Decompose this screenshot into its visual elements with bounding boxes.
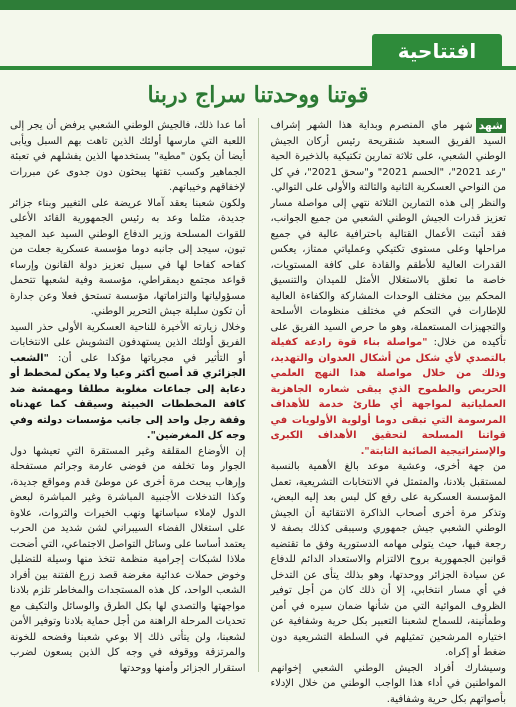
paragraph: أما عدا ذلك، فالجيش الوطني الشعبي يرفض أن يجر إلى اللعبة التي مارسها أولئك الذين تاهت بهم السبل ويأبى أيضا أن يكون "مطية" يستخدمها الذين يفشلهم في تعبئة الجماهير وكسب ثقتها يبحثون دون جدوى عن مبررات لإخفاقهم وخيباتهم. (10, 118, 246, 196)
paragraph: إن الأوضاع المقلقة وغير المستقرة التي تعيشها دول الجوار وما تخلفه من فوضى عارمة وجرائم مستفحلة وإرهاب يبحث مرة أخرى عن موطئ قدم ومواقع جديدة، وكذا التدخلات الأجنبية المباشرة وغير المباشرة لبعض الدول لإملاء سياساتها ونهب الخيرات والثروات، علاوة على استغلال الفضاء السيبراني لشن شديد من الحرب يعتمد أساسا على وسائل التواصل الاجتماعي، التي أضحت ملاذا لشبكات إجرامية منظمة تتخذ منها وسيلة للتضليل وخوض حملات عدائية مغرضة قصد زرع الفتنة بين أفراد الشعب الواحد، كل هذه المستجدات والمخاطر تلزم بلادنا مواجهتها والتصدي لها بكل الطرق والوسائل والتكيف مع تحديات المرحلة الراهنة من أجل حماية بلادنا وتوفير الأمن لشعبنا، ولن يتأتى ذلك إلا بوعي شعبنا وفضحه للخونة والمرتزقة ووقوفه في وجه كل الذين يسعون لضرب استقرار الجزائر وأمنها ووحدتها (10, 444, 246, 677)
quote-highlight: "مواصلة بناء قوة رادعة كفيلة بالتصدي لأي شكل من أشكال العدوان والتهديد، وذلك من خلال مواصلة هذا النهج العلمي الحريص والطموح الذي يبقى شعاره الجاهزية العملياتية لمواجهة أي طارئ خدمة للأهداف المرسومة التي تبقى دوما أولوية الأولويات في قواتنا المسلحة لتحقيق الأهداف الكبرى والإستراتيجية الصائبة الثابتة". (271, 337, 507, 457)
paragraph: والنظر إلى هذه التمارين الثلاثة نتهي إلى مواصلة مسار تعزيز قدرات الجيش الوطني الشعبي من جميع الجوانب، فقد أثبتت الأعمال القتالية باحترافية عالية في جميع مراحلها وعلى مستوى تكتيكي وعملياتي ممتاز، يعكس القدرات العالية للأطقم والقادة على كافة المستويات، خاصة ما تعلق بالاستغلال الأمثل للميدان والتنسيق المحكم بين مختلف الوحدات المشاركة والكفاءة العالية للإطارات في التحكم في مختلف منظومات الأسلحة والتجهيزات المستعملة، وهو ما حرص السيد الفريق على تأكيده من خلال: "مواصلة بناء قوة رادعة كفيلة بالتصدي لأي شكل من أشكال العدوان والتهديد، وذلك من خلال مواصلة هذا النهج العلمي الحريص والطموح الذي يبقى شعاره الجاهزية العملياتية لمواجهة أي طارئ خدمة للأهداف المرسومة التي تبقى دوما أولوية الأولويات في قواتنا المسلحة لتحقيق الأهداف الكبرى والإستراتيجية الصائبة الثابتة". (271, 196, 507, 460)
paragraph: من جهة أخرى، وعشية موعد بالغ الأهمية بالنسبة لمستقبل بلادنا، والمتمثل في الانتخابات التشريعية، تعمل المؤسسة العسكرية على رفع كل لبس بعد إليه البعض، وتذكر مرة أخرى أصحاب الذاكرة الانتقائية أن الجيش الوطني الشعبي جيش جمهوري وسيبقى كذلك بصفة لا رجعة فيها، حيث يتولى مهامه الدستورية وفق ما تقتضيه قوانين الجمهورية بروح الالتزام والاستعداد الدائم للدفاع عن سيادة الجزائر ووحدتها، وهو بذلك يتأى عن التدخل في أي مسار انتخابي، إلا أن ذلك كان من أجل توفير الظروف الموائية التي من شأنها ضمان سيره في أمن وطمأنينة، للسماح لشعبنا التعبير بكل حرية وشفافية عن اختياره المرشحين تمثيلهم في السلطة التشريعية دون ضغط أو إكراه. (271, 459, 507, 661)
top-border (0, 0, 516, 10)
paragraph: وسيشارك أفراد الجيش الوطني الشعبي إخوانهم المواطنين في أداء هذا الواجب الوطني من خلال الإدلاء بأصواتهم بكل حرية وشفافية. (271, 661, 507, 707)
paragraph: ولكون شعبنا يعقد آمالا عريضة على التغيير وبناء جزائر جديدة، مثلما وعد به رئيس الجمهورية القائد الأعلى للقوات المسلحة وزير الدفاع الوطني السيد عبد المجيد تبون، سيجد إلى جانبه دوما مؤسسة عسكرية جعلت من كفاحه كفاحا لها في سبيل تعزيز دولة القانون وإرساء قواعد مجتمع ديمقراطي، مؤسسة وفية لشعبها تتحمل مسؤولياتها والتزاماتها، مؤسسة تستحق فعلا وعن جدارة أن تكون سليلة جيش التحرير الوطني. (10, 196, 246, 320)
left-column (10, 118, 246, 672)
page-title: قوتنا ووحدتنا سراج دربنا (20, 82, 496, 108)
paragraph: وخلال زيارته الأخيرة للناحية العسكرية الأولى حذر السيد الفريق أولئك الذين يستهدفون التشويش على الانتخابات أو التأثير في مجرياتها مؤكدا على أن: "الشعب الجزائري قد أصبح أكثر وعيا ولا يمكن لمخطط أو دعاية إلى جماعات مغلوبة مطلقا ومهمشة ضد كافة المخططات الخبيثة وسيقف كما عهدناه وقفة رجل واحد إلى جانب مؤسسات دولته وفي وجه كل المغرضين". (10, 320, 246, 444)
section-rule (0, 66, 516, 70)
lead-word: شهد (476, 118, 506, 133)
article-columns (10, 118, 506, 672)
paragraph: شهد شهر ماي المنصرم وبداية هذا الشهر إشراف السيد الفريق السعيد شنقريحة رئيس أركان الجيش الوطني الشعبي، على ثلاثة تمارين تكتيكية بالذخيرة الحية "رعد 2021"، "الحسم 2021" و"سحق 2021"، في كل من النواحي العسكرية الثانية والثالثة والأولى على التوالي. (271, 118, 507, 196)
column-divider (258, 118, 259, 672)
quote-highlight: "الشعب الجزائري قد أصبح أكثر وعيا ولا يمكن لمخطط أو دعاية إلى جماعات مغلوبة مطلقا ومهمشة ضد كافة المخططات الخبيثة وسيقف كما عهدناه وقفة رجل واحد إلى جانب مؤسسات دولته وفي وجه كل المغرضين". (10, 353, 246, 442)
section-tab: افتتاحية (372, 34, 502, 67)
right-column (271, 118, 507, 672)
